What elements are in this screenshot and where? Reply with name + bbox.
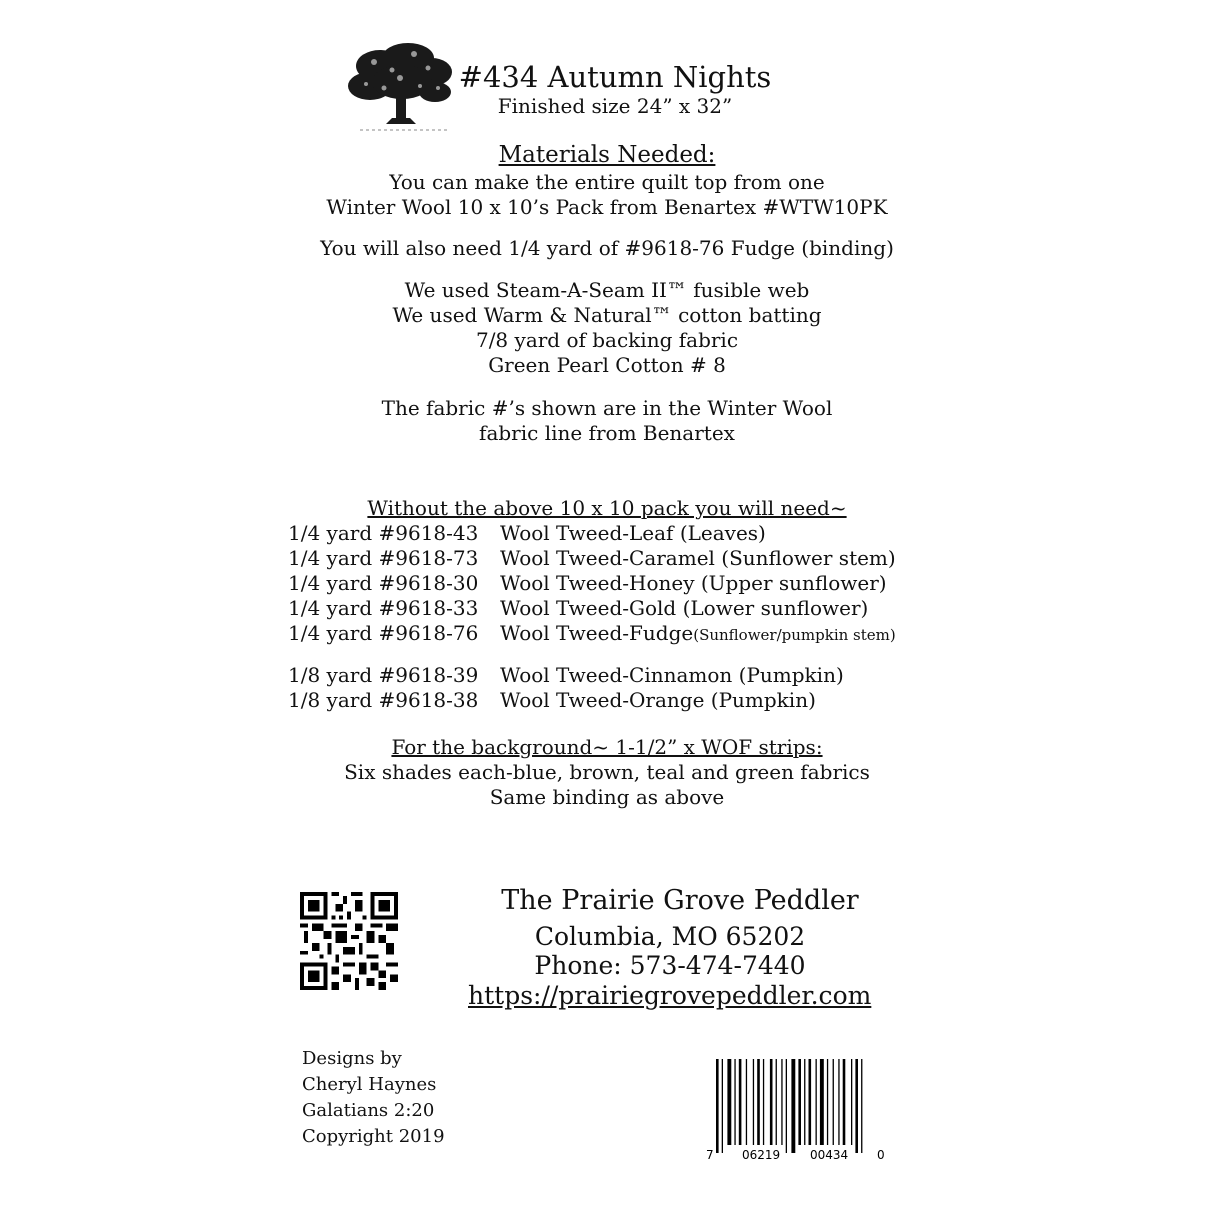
barcode-bar <box>739 1059 742 1145</box>
pack-line-2: Winter Wool 10 x 10’s Pack from Benartex #WTW10PK <box>326 195 888 219</box>
fabric-desc: Wool Tweed-Orange (Pumpkin) <box>500 688 816 712</box>
without-pack-heading: Without the above 10 x 10 pack you will need~ <box>367 496 847 520</box>
pack-line-1: You can make the entire quilt top from one <box>389 170 825 194</box>
fabric-qty: 1/8 yard #9618-38 <box>288 688 479 712</box>
barcode-bar <box>816 1059 817 1145</box>
barcode-bar <box>804 1059 805 1145</box>
barcode-bar <box>843 1059 846 1145</box>
fabric-row <box>288 546 896 571</box>
barcode-bar <box>786 1059 787 1153</box>
fabric-qty: 1/4 yard #9618-76 <box>288 621 479 645</box>
finished-size: Finished size 24” x 32” <box>497 94 733 118</box>
fabric-row <box>288 571 887 596</box>
supply-line: Green Pearl Cotton # 8 <box>488 353 726 377</box>
company-phone: Phone: 573-474-7440 <box>534 951 806 980</box>
background-heading: For the background~ 1-1/2” x WOF strips: <box>391 735 823 759</box>
barcode-bar <box>809 1059 812 1145</box>
fabric-note-line: The fabric #’s shown are in the Winter Wool <box>381 396 833 420</box>
fabric-row <box>288 521 766 546</box>
barcode-digits-left: 06219 <box>742 1148 781 1162</box>
fabric-row <box>288 621 896 648</box>
fabric-desc: Wool Tweed-Honey (Upper sunflower) <box>500 571 887 595</box>
fabric-row <box>288 663 844 688</box>
qr-code-icon <box>300 892 398 990</box>
barcode-bar <box>770 1059 773 1145</box>
background-line: Six shades each-blue, brown, teal and green fabrics <box>344 760 870 784</box>
barcode-bar <box>776 1059 777 1145</box>
fabric-desc: Wool Tweed-Caramel (Sunflower stem) <box>500 546 896 570</box>
fabric-qty: 1/4 yard #9618-33 <box>288 596 479 620</box>
binding-line: You will also need 1/4 yard of #9618-76 Fudge (binding) <box>320 236 894 260</box>
barcode-bar <box>798 1059 801 1145</box>
fabric-qty: 1/4 yard #9618-30 <box>288 571 479 595</box>
credits <box>302 1046 445 1150</box>
fabric-note: (Sunflower/pumpkin stem) <box>693 626 896 644</box>
barcode-icon <box>700 1055 890 1165</box>
fabric-note-line: fabric line from Benartex <box>479 421 735 445</box>
barcode-bar <box>851 1059 852 1145</box>
barcode-digit-first: 7 <box>706 1148 714 1162</box>
credit-line: Copyright 2019 <box>302 1126 445 1147</box>
tree-icon <box>340 38 460 133</box>
supply-line: We used Warm & Natural™ cotton batting <box>392 303 822 327</box>
fabric-desc: Wool Tweed-Fudge <box>500 621 694 645</box>
barcode-bar <box>861 1059 862 1153</box>
supply-line: We used Steam-A-Seam II™ fusible web <box>404 278 810 302</box>
supply-line: 7/8 yard of backing fabric <box>475 328 739 352</box>
barcode-bar <box>820 1059 824 1145</box>
fabric-row <box>288 688 816 713</box>
barcode-bar <box>827 1059 828 1145</box>
fabric-qty: 1/4 yard #9618-73 <box>288 546 479 570</box>
barcode-bar <box>753 1059 754 1145</box>
barcode-bar <box>833 1059 834 1145</box>
materials-heading: Materials Needed: <box>498 142 716 168</box>
background-line: Same binding as above <box>489 785 725 809</box>
fabric-desc: Wool Tweed-Cinnamon (Pumpkin) <box>500 663 844 687</box>
barcode-bar <box>838 1059 839 1145</box>
company-name: The Prairie Grove Peddler <box>501 885 859 916</box>
barcode-bar <box>727 1059 731 1145</box>
barcode-digits-right: 00434 <box>810 1148 849 1162</box>
fabric-desc: Wool Tweed-Gold (Lower sunflower) <box>500 596 869 620</box>
company-url-link[interactable]: https://prairiegrovepeddler.com <box>468 981 872 1010</box>
barcode-bar <box>722 1059 723 1153</box>
barcode-bar <box>763 1059 764 1145</box>
credit-line: Galatians 2:20 <box>302 1100 435 1121</box>
barcode-bar <box>757 1059 760 1145</box>
pattern-title: #434 Autumn Nights <box>458 60 772 94</box>
barcode-bar <box>791 1059 795 1153</box>
company-city: Columbia, MO 65202 <box>534 922 806 951</box>
fabric-row <box>288 596 868 621</box>
barcode-digit-last: 0 <box>877 1148 885 1162</box>
credit-line: Cheryl Haynes <box>302 1074 437 1095</box>
barcode-bar <box>734 1059 735 1145</box>
barcode-bar <box>781 1059 782 1145</box>
credit-line: Designs by <box>302 1048 402 1069</box>
fabric-qty: 1/4 yard #9618-43 <box>288 521 479 545</box>
fabric-qty: 1/8 yard #9618-39 <box>288 663 479 687</box>
barcode-bar <box>855 1059 858 1153</box>
barcode-bar <box>716 1059 719 1153</box>
fabric-desc: Wool Tweed-Leaf (Leaves) <box>500 521 766 545</box>
barcode-bar <box>746 1059 747 1145</box>
